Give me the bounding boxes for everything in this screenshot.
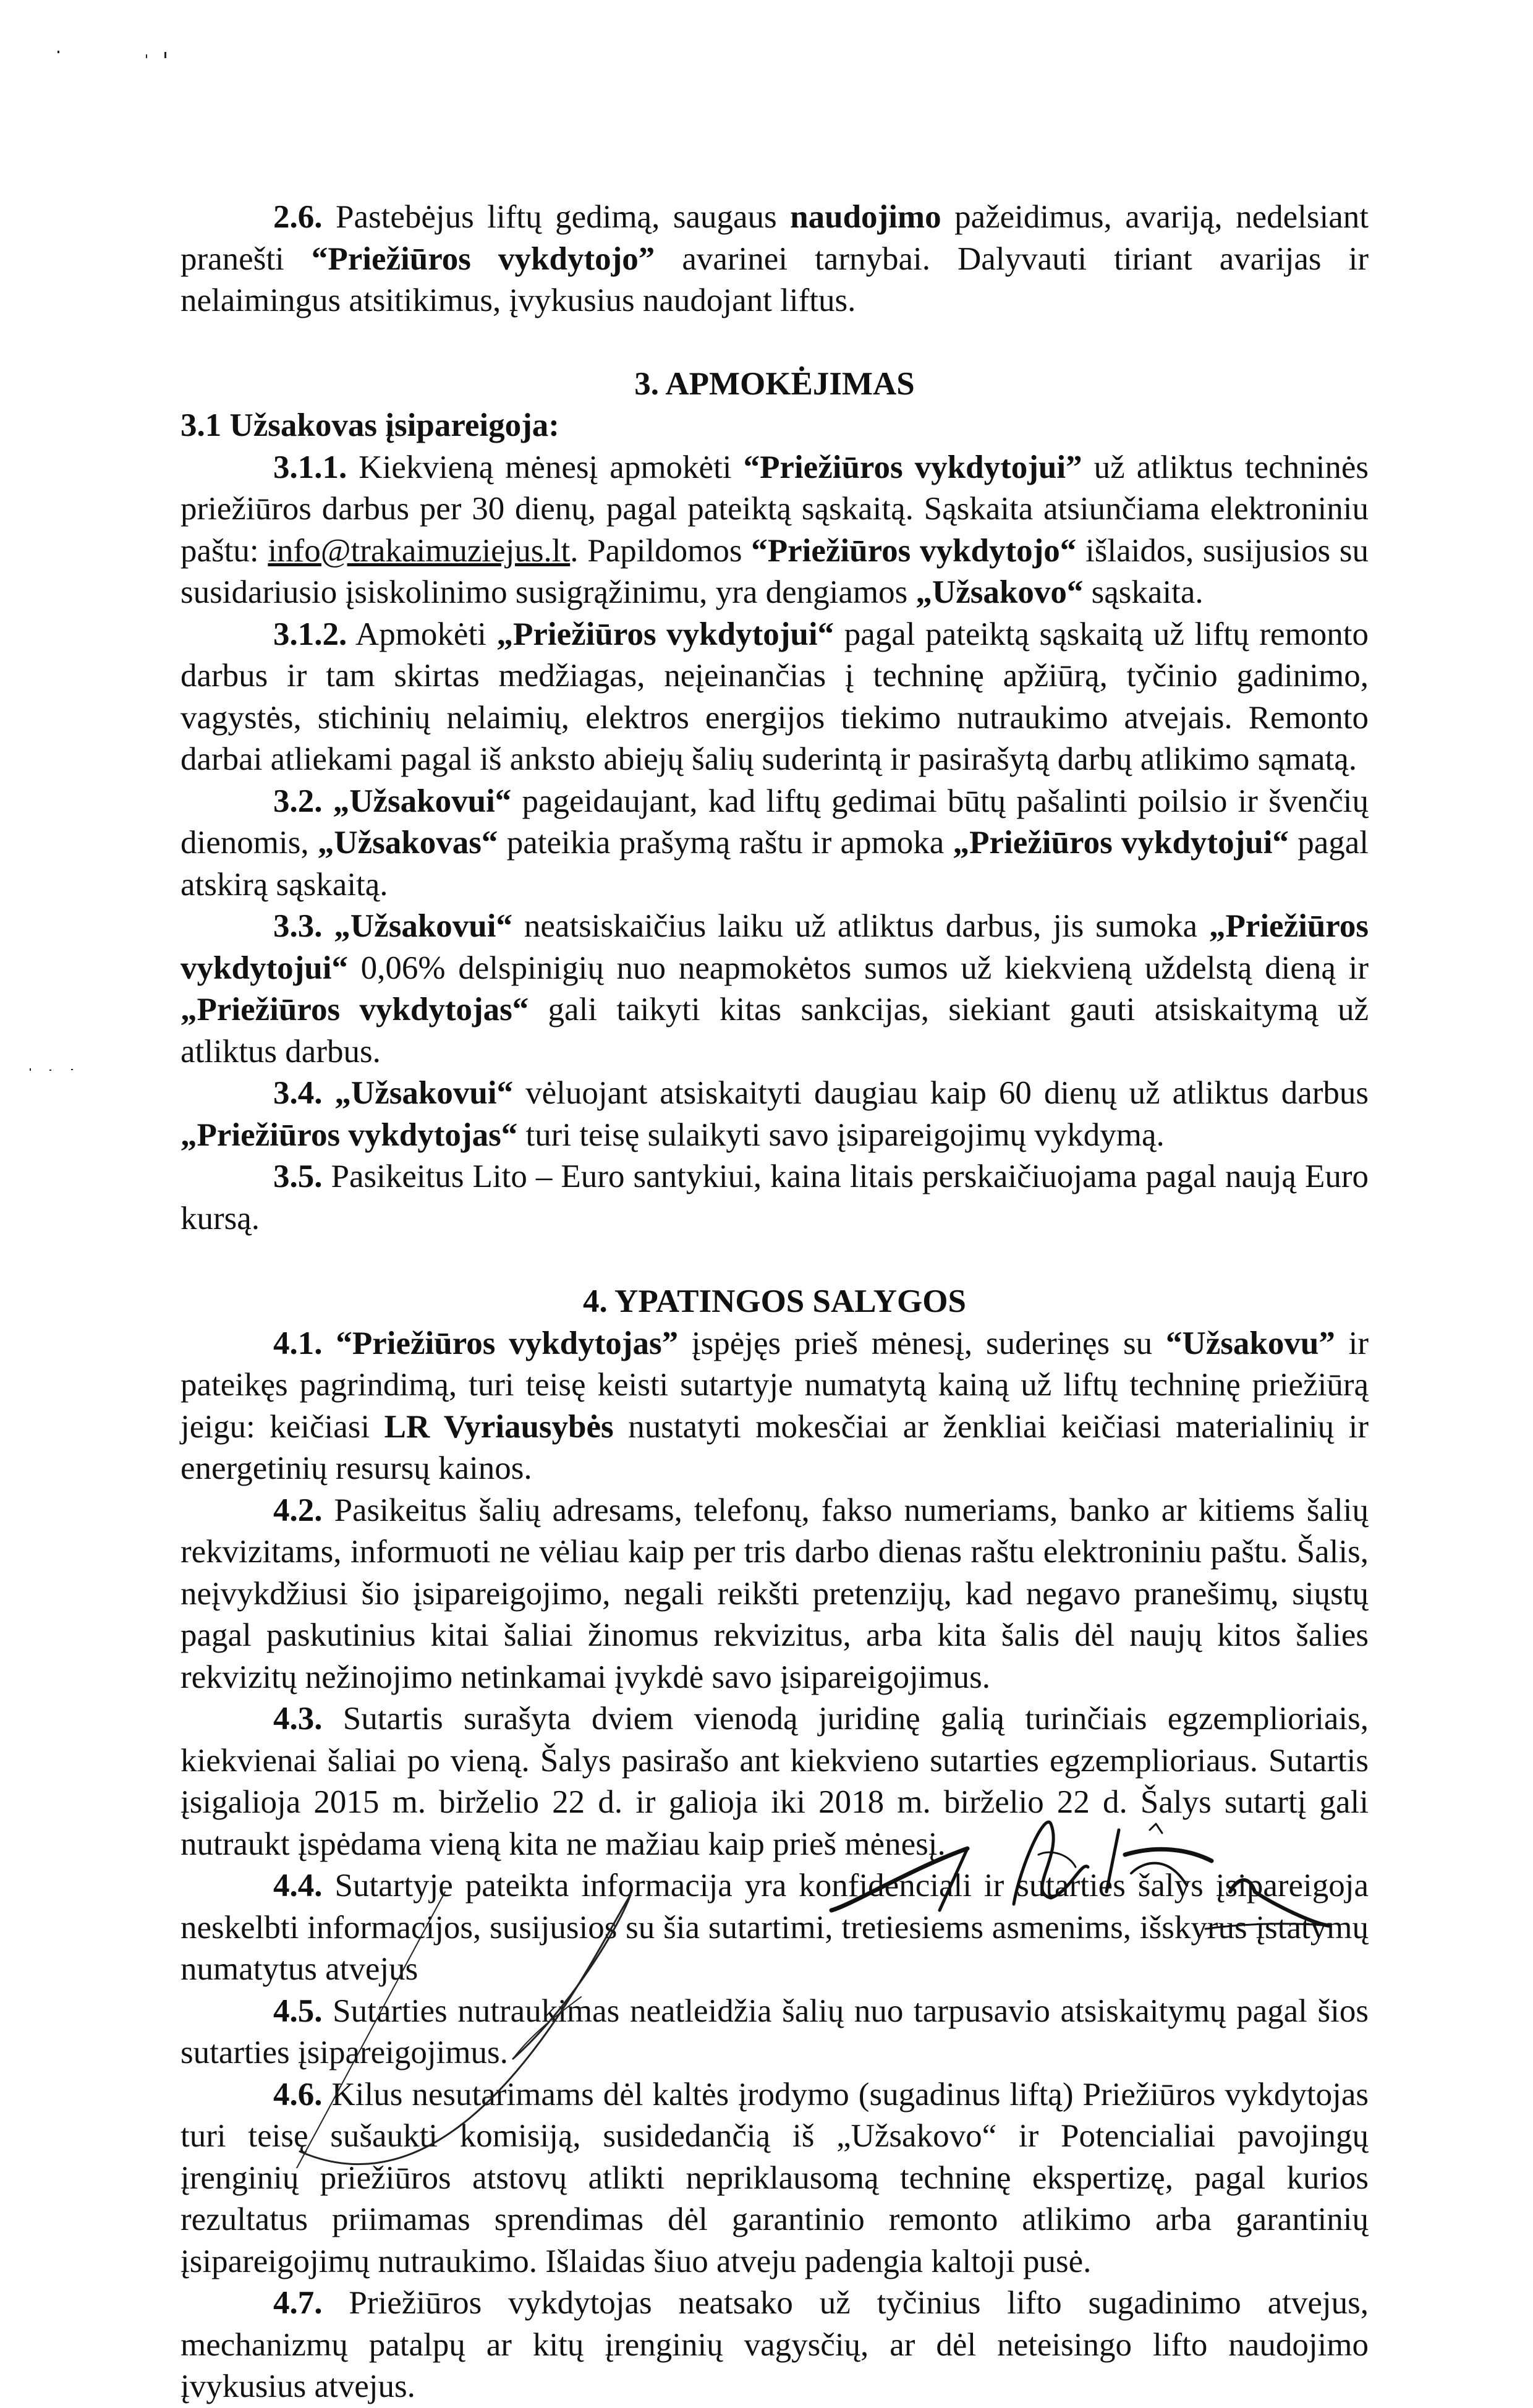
text-run: pateikia prašymą raštu ir apmoka	[498, 825, 953, 861]
clause-body	[180, 1159, 1369, 1236]
text-run: Apmokėti	[347, 616, 497, 652]
text-run	[323, 908, 334, 944]
scan-speck	[71, 1069, 73, 1070]
bold-term: „Priežiūros vykdytojas“	[180, 1117, 518, 1153]
text-run: išlaidos, susijusios su susidariusio įsiskolinimo susigrąžinimu, yra dengiamos	[180, 532, 1369, 610]
clause-body	[180, 1993, 1369, 2071]
clause-4-2	[180, 1490, 1369, 1699]
clause-body	[180, 2077, 1369, 2279]
scan-speck	[57, 51, 59, 53]
bold-term: LR Vyriausybės	[384, 1408, 614, 1445]
document-page	[180, 197, 1369, 2408]
clause-body	[180, 199, 1369, 318]
text-run: Sutarties nutraukimas neatleidžia šalių nuo tarpusavio atsiskaitymų pagal šios sutarties įsipareigojimus.	[180, 1993, 1369, 2070]
text-run	[323, 783, 333, 819]
clause-number: 4.7.	[273, 2285, 323, 2321]
text-run: pageidaujant, kad liftų gedimai būtų pašalinti poilsio ir švenčių dienomis,	[180, 783, 1369, 861]
clause-4-1	[180, 1323, 1369, 1490]
text-run: 0,06% delspinigių nuo neapmokėtos sumos už kiekvieną uždelstą dieną ir	[347, 950, 1369, 986]
clause-number: 4.4.	[273, 1868, 323, 1904]
text-run: Kiekvieną mėnesį apmokėti	[347, 449, 744, 485]
bold-term: “Užsakovu”	[1165, 1325, 1335, 1361]
bold-term: „Užsakovo“	[915, 574, 1084, 610]
text-run	[323, 1325, 336, 1361]
bold-term: „Užsakovui“	[334, 908, 512, 944]
scan-speck	[30, 1068, 31, 1071]
clause-number: 3.1.1.	[273, 449, 347, 485]
text-run: turi teisę sulaikyti savo įsipareigojimų vykdymą.	[517, 1117, 1165, 1153]
bold-term: „Užsakovas“	[317, 825, 498, 861]
clause-4-4	[180, 1865, 1369, 1991]
clause-4-5	[180, 1991, 1369, 2074]
section-3-subtitle: 3.1 Užsakovas įsipareigoja:	[180, 407, 559, 443]
text-run: pagal pateiktą sąskaitą už liftų remonto darbus ir tam skirtas medžiagas, neįeinančias į techninę apžiūrą, tyčinio gadinimo, vagystės, stichinių nelaimių, elektros energijos tiekimo nutraukimo atvejais. Remonto darbai atliekami pagal iš anksto abiejų šalių suderintą ir pasirašytą darbų atlikimo sąmatą.	[180, 616, 1369, 777]
section-4-items	[180, 1323, 1369, 2408]
clause-3-5	[180, 1156, 1369, 1240]
text-run: . Papildomos	[570, 532, 752, 569]
bold-term: „Priežiūros vykdytojui“	[496, 616, 834, 652]
bold-term: naudojimo	[790, 199, 941, 235]
scan-speck	[164, 52, 166, 58]
text-run: neatsiskaičius laiku už atliktus darbus, jis sumoka	[512, 908, 1209, 944]
bold-term: „Užsakovui“	[334, 1075, 514, 1111]
clause-body	[180, 1325, 1369, 1487]
clause-body	[180, 783, 1369, 903]
clause-number: 3.3.	[273, 908, 323, 944]
section-4-title: 4. YPATINGOS SALYGOS	[583, 1283, 966, 1319]
text-run: Kilus nesutarimams dėl kaltės įrodymo (sugadinus liftą) Priežiūros vykdytojas turi teisę sušaukti komisiją, susidedančią iš „Užsakovo“ ir Potencialiai pavojingų įrenginių priežiūros atstovų atlikti nepriklausomą techninę ekspertizę, pagal kurios rezultatus priimamas sprendimas dėl garantinio remonto atlikimo arba garantinių įsipareigojimų nutraukimo. Išlaidas šiuo atveju padengia kaltoji pusė.	[180, 2076, 1369, 2279]
clause-body	[180, 449, 1369, 611]
scan-speck	[146, 54, 147, 58]
bold-term: „Užsakovui“	[333, 783, 512, 819]
clause-4-6	[180, 2074, 1369, 2283]
email-link[interactable]: info@trakaimuziejus.lt	[268, 532, 571, 569]
clause-2-6	[180, 197, 1369, 322]
clause-body	[180, 908, 1369, 1070]
text-run: Sutartyje pateikta informacija yra konfidenciali ir sutarties šalys įsipareigoja neskelbti informacijos, susijusios su šia sutartimi, tretiesiems asmenims, išskyrus įstatymų numatytus atvejus	[180, 1868, 1369, 1987]
clause-body	[180, 1492, 1369, 1695]
clause-body	[180, 616, 1369, 778]
bold-term: “Priežiūros vykdytojo“	[751, 532, 1077, 569]
bold-term: “Priežiūros vykdytojas”	[336, 1325, 679, 1361]
text-run: avarinei tarnybai. Dalyvauti tiriant avarijas ir nelaimingus atsitikimus, įvykusius naudojant liftus.	[180, 240, 1369, 318]
text-run: įspėjęs prieš mėnesį, suderinęs su	[678, 1325, 1166, 1361]
text-run: Priežiūros vykdytojas neatsako už tyčinius lifto sugadinimo atvejus, mechanizmų patalpų ar kitų įrenginių vagysčių, ar dėl neteisingo lifto naudojimo įvykusius atvejus.	[180, 2285, 1369, 2404]
text-run: pagal atskirą sąskaitą.	[180, 825, 1369, 903]
text-run: ir pateikęs pagrindimą, turi teisę keisti sutartyje numatytą kainą už liftų techninę priežiūrą jeigu: keičiasi	[180, 1325, 1369, 1445]
scan-speck	[49, 1070, 51, 1071]
clause-number: 4.6.	[273, 2076, 323, 2112]
clause-body	[180, 2285, 1369, 2404]
clause-4-7	[180, 2282, 1369, 2408]
text-run: gali taikyti kitas sankcijas, siekiant gauti atsiskaitymą už atliktus darbus.	[180, 992, 1369, 1070]
text-run: pažeidimus, avariją, nedelsiant pranešti	[180, 199, 1369, 277]
bold-term: “Priežiūros vykdytojo”	[311, 240, 655, 277]
text-run: nustatyti mokesčiai ar ženkliai keičiasi materialinių ir energetinių resursų kainos.	[180, 1408, 1369, 1486]
text-run: už atliktus techninės priežiūros darbus per 30 dienų, pagal pateiktą sąskaitą. Sąskaita atsiunčiama elektroniniu paštu:	[180, 449, 1369, 569]
clause-number: 3.4.	[273, 1075, 323, 1111]
bold-term: “Priežiūros vykdytojui”	[743, 449, 1082, 485]
text-run: Pasikeitus Lito – Euro santykiui, kaina litais perskaičiuojama pagal naują Euro kursą.	[180, 1159, 1369, 1236]
clause-number: 3.1.2.	[273, 616, 347, 652]
text-run: Pasikeitus šalių adresams, telefonų, fakso numeriams, banko ar kitiems šalių rekvizitams, informuoti ne vėliau kaip per tris darbo dienas raštu elektroniniu paštu. Šalis, neįvykdžiusi šio įsipareigojimo, negali reikšti pretenzijų, kad negavo pranešimų, siųstų pagal paskutinius kitai šaliai žinomus rekvizitus, arba kita šalis dėl naujų kitos šalies rekvizitų nežinojimo netinkamai įvykdė savo įsipareigojimus.	[180, 1492, 1369, 1695]
bold-term: „Priežiūros vykdytojas“	[180, 992, 529, 1027]
section-3-items	[180, 447, 1369, 1240]
clause-3-3	[180, 906, 1369, 1073]
clause-number: 3.5.	[273, 1159, 323, 1194]
text-run: Sutartis surašyta dviem vienodą juridinę galią turinčiais egzemplioriais, kiekvienai šaliai po vieną. Šalys pasirašo ant kiekvieno sutarties egzemplioriaus. Sutartis įsigalioja 2015 m. birželio 22 d. ir galioja iki 2018 m. birželio 22 d. Šalys sutartį gali nutraukt įspėdama vieną kita ne mažiau kaip prieš mėnesį.	[180, 1701, 1369, 1862]
bold-term: „Priežiūros vykdytojui“	[180, 908, 1369, 986]
text-run: vėluojant atsiskaityti daugiau kaip 60 dienų už atliktus darbus	[513, 1075, 1369, 1111]
clause-3-1-1	[180, 447, 1369, 614]
text-run: sąskaita.	[1083, 574, 1204, 610]
clause-number: 2.6.	[273, 199, 323, 235]
clause-body	[180, 1075, 1369, 1153]
bold-term: „Priežiūros vykdytojui“	[953, 825, 1289, 861]
clause-number: 4.2.	[273, 1492, 323, 1528]
clause-body	[180, 1868, 1369, 1987]
clause-4-3	[180, 1698, 1369, 1865]
clause-3-2	[180, 781, 1369, 906]
text-run: Pastebėjus liftų gedimą, saugaus	[322, 199, 791, 235]
clause-3-4	[180, 1073, 1369, 1156]
clause-number: 4.1.	[273, 1325, 323, 1361]
clause-3-1-2	[180, 614, 1369, 781]
section-3-title: 3. APMOKĖJIMAS	[634, 365, 915, 402]
clause-body	[180, 1701, 1369, 1862]
clause-number: 3.2.	[273, 783, 323, 819]
clause-number: 4.5.	[273, 1993, 323, 2029]
clause-number: 4.3.	[273, 1701, 323, 1737]
text-run	[323, 1075, 335, 1111]
